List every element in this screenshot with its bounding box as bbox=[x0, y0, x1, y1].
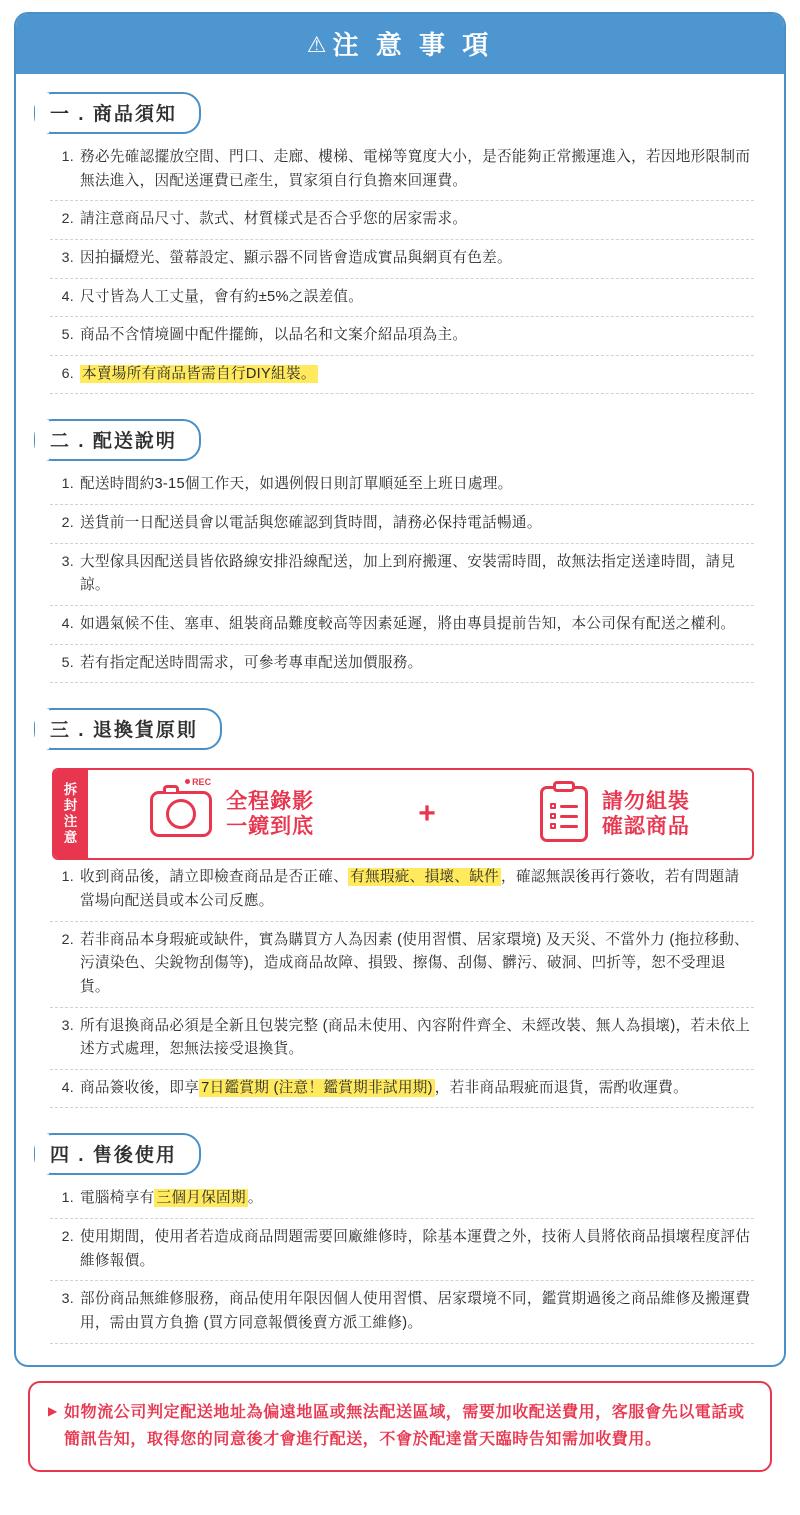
rec-dot-icon bbox=[185, 779, 190, 784]
record-video-group bbox=[150, 777, 315, 840]
no-assembly-text bbox=[602, 789, 690, 840]
list-item-text-highlighted: 本賣場所有商品皆需自行DIY組裝。 bbox=[82, 365, 316, 382]
list-item-number: 3. bbox=[61, 553, 74, 570]
record-video-text bbox=[226, 789, 314, 840]
list-item-text: 送貨前一日配送員會以電話與您確認到貨時間，請務必保持電話暢通。 bbox=[80, 515, 542, 532]
list-item-text-pre: 收到商品後，請立即檢查商品是否正確、 bbox=[80, 869, 349, 886]
list-item bbox=[50, 929, 754, 1008]
list-item bbox=[50, 208, 754, 240]
list-item-number: 6. bbox=[61, 365, 74, 382]
list-item-text-highlighted: 三個月保固期 bbox=[156, 1190, 246, 1207]
clipboard-check-3 bbox=[550, 823, 556, 829]
no-assembly-line1: 請勿組裝 bbox=[601, 789, 690, 813]
list-item-text: 尺寸皆為人工丈量，會有約±5%之誤差值。 bbox=[80, 288, 364, 305]
list-item-number: 2. bbox=[61, 931, 74, 948]
list-item bbox=[50, 324, 754, 356]
list-item-text-highlighted: 7日鑑賞期 (注意！鑑賞期非試用期) bbox=[201, 1079, 433, 1096]
section-heading: 一 . 商品須知 bbox=[34, 92, 201, 134]
list-item-number: 5. bbox=[61, 327, 74, 344]
no-assembly-line2: 確認商品 bbox=[601, 815, 690, 839]
unboxing-banner-body bbox=[88, 770, 752, 858]
warning-triangle-icon: ⚠ bbox=[306, 32, 327, 57]
list-item-text: 所有退換商品必須是全新且包裝完整 (商品未使用、內容附件齊全、未經改裝、無人為損壞)，若未依上述方式處理，恕無法接受退換貨。 bbox=[80, 1017, 751, 1058]
list-item-text: 請注意商品尺寸、款式、材質樣式是否合乎您的居家需求。 bbox=[80, 211, 468, 228]
clipboard-checklist-icon bbox=[540, 786, 588, 842]
list-item-text: 若有指定配送時間需求，可參考專車配送加價服務。 bbox=[80, 654, 423, 671]
list-item bbox=[50, 613, 754, 645]
clipboard-check-1 bbox=[550, 803, 556, 809]
unboxing-tag-char-4: 意 bbox=[63, 830, 79, 846]
list-item-number: 3. bbox=[61, 249, 74, 266]
unboxing-warning-banner bbox=[52, 768, 754, 860]
section-after-sales bbox=[16, 1115, 784, 1364]
list-item-text: 大型傢具因配送員皆依路線安排沿線配送，加上到府搬運、安裝需時間，故無法指定送達時間，請見諒。 bbox=[80, 553, 736, 594]
list-item-text: 如遇氣候不佳、塞車、組裝商品難度較高等因素延遲，將由專員提前告知，本公司保有配送之權利。 bbox=[80, 616, 736, 633]
clipboard-line-3 bbox=[560, 825, 578, 828]
list-item-text-post: ，若非商品瑕疵而退貨，需酌收運費。 bbox=[434, 1079, 688, 1096]
list-item-number: 1. bbox=[61, 476, 74, 493]
list-item-text: 部份商品無維修服務，商品使用年限因個人使用習慣、居家環境不同，鑑賞期過後之商品維修及搬運費用，需由買方負擔 (買方同意報價後賣方派工維修)。 bbox=[80, 1291, 751, 1332]
list-item bbox=[50, 286, 754, 318]
list-item-text: 務必先確認擺放空間、門口、走廊、樓梯、電梯等寬度大小，是否能夠正常搬運進入，若因地形限制而無法進入，因配送運費已產生，買家須自行負擔來回運費。 bbox=[80, 149, 751, 189]
section-product-notes bbox=[16, 74, 784, 394]
list-item-number: 3. bbox=[61, 1291, 74, 1308]
section-shipping bbox=[16, 401, 784, 683]
list-item bbox=[50, 473, 754, 505]
unboxing-tag bbox=[54, 770, 88, 858]
rec-label-text: REC bbox=[192, 777, 212, 788]
page-title-text: 注 意 事 項 bbox=[332, 30, 494, 60]
list-item bbox=[50, 146, 754, 201]
list-item-text: 配送時間約3-15個工作天，如遇例假日則訂單順延至上班日處理。 bbox=[80, 476, 513, 493]
list-item bbox=[50, 512, 754, 544]
list-item-number: 1. bbox=[61, 149, 74, 165]
plus-icon: + bbox=[418, 797, 436, 831]
list-item bbox=[50, 1226, 754, 1281]
camera-icon bbox=[150, 777, 212, 837]
clipboard-line-1 bbox=[560, 805, 578, 808]
notice-frame bbox=[14, 12, 786, 1367]
list-item-number: 4. bbox=[61, 616, 74, 633]
clipboard-clip bbox=[553, 781, 575, 792]
list-item-text-highlighted: 有無瑕疵、損壞、缺件 bbox=[350, 869, 500, 886]
list-item bbox=[50, 1288, 754, 1343]
unboxing-tag-char-3: 注 bbox=[63, 814, 79, 830]
clipboard-line-2 bbox=[560, 815, 578, 818]
list-item-text: 使用期間，使用者若造成商品問題需要回廠維修時，除基本運費之外，技術人員將依商品損壞程度評估維修報價。 bbox=[80, 1229, 751, 1269]
section-heading: 二 . 配送說明 bbox=[34, 419, 201, 461]
list-item bbox=[50, 652, 754, 684]
list-item-text: 商品不含情境圖中配件擺飾，以品名和文案介紹品項為主。 bbox=[80, 327, 468, 344]
unboxing-tag-char-1: 拆 bbox=[63, 782, 79, 798]
section-item-list bbox=[16, 1187, 784, 1343]
list-item-text-post: 。 bbox=[247, 1190, 263, 1207]
remote-area-fee-notice-text: 如物流公司判定配送地址為偏遠地區或無法配送區域，需要加收配送費用，客服會先以電話或簡訊告知，取得您的同意後才會進行配送，不會於配達當天臨時告知需加收費用。 bbox=[64, 1403, 745, 1449]
list-item-number: 5. bbox=[61, 654, 74, 671]
list-item-text: 若非商品本身瑕疵或缺件，實為購買方人為因素 (使用習慣、居家環境) 及天災、不當外力 (拖拉移動、污漬染色、尖銳物刮傷等)，造成商品故障、損毀、擦傷、刮傷、髒污、破洞、凹折等，恕不受理退貨。 bbox=[80, 931, 749, 995]
record-video-line2: 一鏡到底 bbox=[226, 815, 315, 839]
section-item-list bbox=[16, 473, 784, 683]
list-item bbox=[50, 551, 754, 606]
list-item bbox=[50, 1015, 754, 1070]
list-item-number: 3. bbox=[61, 1017, 74, 1034]
triangle-right-icon: ▶ bbox=[48, 1403, 58, 1418]
list-item-number: 2. bbox=[61, 211, 74, 228]
list-item bbox=[50, 866, 754, 921]
record-video-line1: 全程錄影 bbox=[226, 789, 315, 813]
list-item-number: 4. bbox=[61, 1079, 74, 1096]
list-item-text-pre: 電腦椅享有 bbox=[80, 1190, 155, 1207]
list-item bbox=[50, 247, 754, 279]
section-heading: 三 . 退換貨原則 bbox=[34, 708, 222, 750]
section-item-list bbox=[16, 146, 784, 394]
remote-area-fee-notice bbox=[28, 1381, 772, 1472]
list-item-text-pre: 商品簽收後，即享 bbox=[80, 1079, 200, 1096]
list-item-text-post: ，確認無誤後再行簽收，若有問題請當場向配送員或本公司反應。 bbox=[80, 869, 740, 909]
camera-viewfinder bbox=[163, 785, 179, 792]
list-item-number: 2. bbox=[61, 1229, 74, 1246]
unboxing-tag-char-2: 封 bbox=[63, 798, 79, 814]
list-item bbox=[50, 1187, 754, 1219]
page-title bbox=[16, 14, 784, 74]
list-item-number: 1. bbox=[61, 869, 74, 886]
list-item bbox=[50, 1077, 754, 1109]
rec-label bbox=[185, 777, 211, 787]
list-item-number: 2. bbox=[61, 515, 74, 532]
list-item bbox=[50, 363, 754, 395]
list-item-text: 因拍攝燈光、螢幕設定、顯示器不同皆會造成實品與網頁有色差。 bbox=[80, 249, 512, 266]
section-item-list bbox=[16, 866, 784, 1108]
section-heading: 四 . 售後使用 bbox=[34, 1133, 201, 1175]
section-returns bbox=[16, 690, 784, 1108]
no-assembly-group bbox=[540, 786, 690, 842]
list-item-number: 4. bbox=[61, 288, 74, 305]
clipboard-check-2 bbox=[550, 813, 556, 819]
list-item-number: 1. bbox=[61, 1190, 74, 1207]
